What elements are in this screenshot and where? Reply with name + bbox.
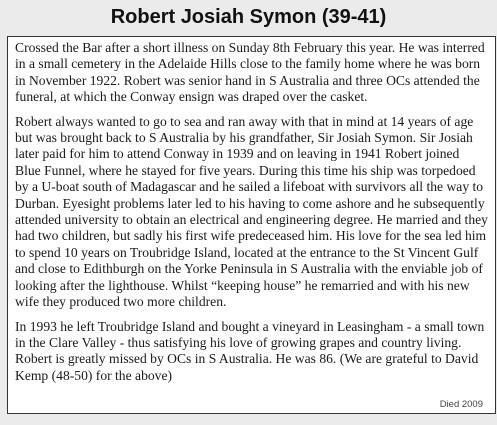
obituary-text-box [7,36,496,414]
paragraph-later-years: In 1993 he left Troubridge Island and bought a vineyard in Leasingham - a small town in the Clare Valley - thus satisfying his love of growing grapes and country living. Robert is greatly missed by OCs in S Australia. He was 86. (We are grateful to David Kemp (48-50) for the above) [15,318,485,383]
paragraph-funeral: Crossed the Bar after a short illness on Sunday 8th February this year. He was interred in a small cemetery in the Adelaide Hills close to the family home where he was born in November 1922. Robert was senior hand in S Australia and three OCs attended the funeral, at which the Conway ensign was draped over the casket. [15,40,485,105]
article-title: Robert Josiah Symon (39-41) [110,6,387,28]
paragraph-life-story: Robert always wanted to go to sea and ran away with that in mind at 14 years of age but was brought back to S Australia by his grandfather, Sir Josiah Symon. Sir Josiah later paid for him to attend Conway in 1939 and on leaving in 1941 Robert joined Blue Funnel, where he stayed for five years. During this time his ship was torpedoed by a U-boat south of Madagascar and he sailed a lifeboat with survivors all the way to Durban. Eyesight problems later led to his having to come ashore and he subsequently attended university to obtain an electrical and engineering degree. He married and they had two children, but sadly his first wife predeceased him. His love for the sea led him to spend 10 years on Troubridge Island, located at the entrance to the St Vincent Gulf and close to Edithburgh on the Yorke Peninsula in S Australia with the enviable job of looking after the lighthouse. Whilst “keeping house” he remarried and with his new wife they produced two more children. [15,113,488,310]
died-note: Died 2009 [439,399,483,410]
